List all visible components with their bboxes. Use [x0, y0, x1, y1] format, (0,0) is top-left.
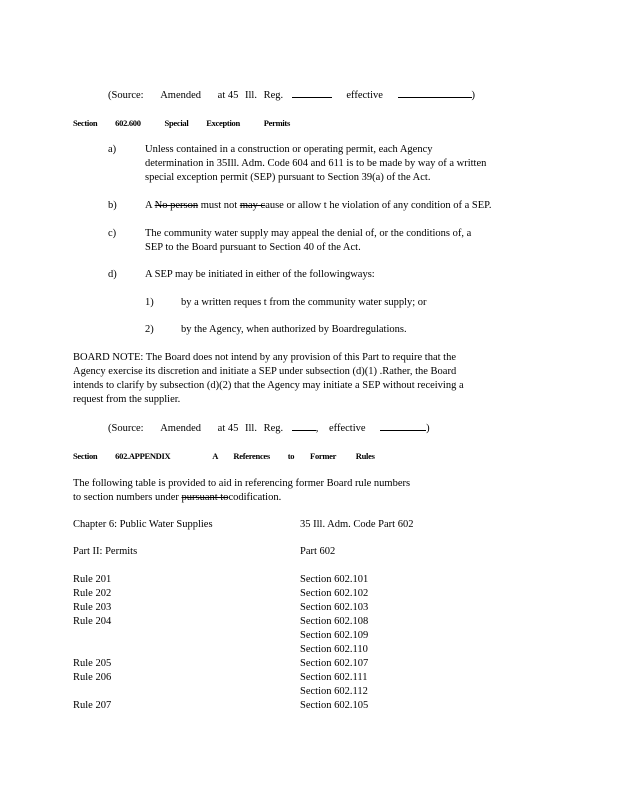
source-prefix: (Source:: [108, 90, 144, 101]
source-comma: ,: [315, 423, 319, 434]
source-close: ): [426, 423, 430, 434]
source-reg: Reg.: [263, 423, 284, 434]
appendix-letter: A: [212, 451, 218, 461]
source-amended: Amended: [160, 423, 202, 434]
source-effective: effective: [329, 423, 366, 434]
table-rule: Rule 206: [73, 672, 112, 683]
section-heading-602-600: [73, 118, 290, 128]
section-number: 602.APPENDIX: [115, 451, 171, 461]
table-section: Section 602.102: [300, 588, 369, 599]
source-ill: Ill.: [244, 90, 257, 101]
intro-line-1: The following table is provided to aid in referencing former Board rule numbers: [73, 478, 411, 489]
table-rule: Rule 205: [73, 658, 112, 669]
table-section: Section 602.101: [300, 574, 369, 585]
board-note-line-4: request from the supplier.: [73, 394, 181, 405]
item-letter-b: b): [108, 200, 117, 211]
item-b-post: ause or allow t he violation of any condition of a SEP.: [265, 200, 492, 211]
item-c-line-2: SEP to the Board pursuant to Section 40 of the Act.: [145, 242, 361, 253]
blank-line: [398, 88, 472, 98]
table-rule: Rule 204: [73, 616, 112, 627]
table-rule: Rule 201: [73, 574, 112, 585]
source-ill: Ill.: [244, 423, 257, 434]
deleted-text: may c: [239, 200, 266, 211]
item-b-mid: must not: [198, 200, 240, 211]
table-part-right: Part 602: [300, 546, 336, 557]
section-title-word: Former: [310, 451, 336, 461]
source-close: ): [471, 90, 476, 101]
table-header-left: Chapter 6: Public Water Supplies: [73, 519, 213, 530]
subitem-number-1: 1): [145, 297, 154, 308]
section-title-word: Special: [164, 118, 189, 128]
item-letter-a: a): [108, 144, 117, 155]
blank-line: [292, 88, 332, 98]
section-title-word: Rules: [355, 451, 375, 461]
item-b-text: [145, 200, 491, 211]
table-header-right: 35 Ill. Adm. Code Part 602: [300, 519, 414, 530]
source-note-2: [108, 421, 430, 434]
item-c-line-1: The community water supply may appeal the denial of, or the conditions of, a: [145, 228, 472, 239]
section-title-word: to: [287, 451, 295, 461]
table-section: Section 602.111: [300, 672, 368, 683]
item-b-pre: A: [145, 200, 155, 211]
source-prefix: (Source:: [108, 423, 144, 434]
subitem-text-1: by a written reques t from the community water supply; or: [181, 297, 427, 308]
subitem-number-2: 2): [145, 324, 154, 335]
blank-line: [292, 421, 316, 431]
board-note-line-3: intends to clarify by subsection (d)(2) that the Agency may initiate a SEP without receiving a: [73, 380, 464, 391]
item-letter-d: d): [108, 269, 117, 280]
table-section: Section 602.107: [300, 658, 369, 669]
item-a-line-2: determination in 35Ill. Adm. Code 604 and 611 is to be made by way of a written: [145, 158, 487, 169]
section-number: 602.600: [115, 118, 141, 128]
table-rule: Rule 203: [73, 602, 112, 613]
table-section: Section 602.105: [300, 700, 369, 711]
source-at: at 45: [217, 90, 239, 101]
board-note-line-2: Agency exercise its discretion and initiate a SEP under subsection (d)(1) .Rather, the Board: [73, 366, 457, 377]
source-amended: Amended: [160, 90, 202, 101]
deleted-text: No person: [154, 200, 199, 211]
section-label: Section: [73, 451, 98, 461]
section-title-word: References: [233, 451, 270, 461]
intro-line-2-pre: to section numbers under: [73, 492, 182, 503]
table-section: Section 602.112: [300, 686, 368, 697]
deleted-text: pursuant to: [181, 492, 229, 503]
section-title-word: Exception: [206, 118, 240, 128]
table-section: Section 602.108: [300, 616, 369, 627]
intro-line-2-post: codification.: [228, 492, 282, 503]
item-a-line-1: Unless contained in a construction or operating permit, each Agency: [145, 144, 433, 155]
section-heading-appendix: [73, 451, 375, 461]
table-rule: Rule 207: [73, 700, 112, 711]
item-letter-c: c): [108, 228, 117, 239]
table-part-left: Part II: Permits: [73, 546, 138, 557]
table-rule: Rule 202: [73, 588, 112, 599]
blank-line: [380, 421, 426, 431]
intro-line-2: [73, 492, 281, 503]
table-section: Section 602.109: [300, 630, 369, 641]
item-a-line-3: special exception permit (SEP) pursuant to Section 39(a) of the Act.: [145, 172, 431, 183]
source-reg: Reg.: [263, 90, 284, 101]
table-section: Section 602.103: [300, 602, 369, 613]
subitem-text-2: by the Agency, when authorized by Boardregulations.: [181, 324, 407, 335]
table-section: Section 602.110: [300, 644, 368, 655]
source-note-1: [108, 88, 475, 101]
section-title-word: Permits: [263, 118, 290, 128]
section-label: Section: [73, 118, 98, 128]
source-effective: effective: [346, 90, 383, 101]
source-at: at 45: [217, 423, 239, 434]
item-d-line-1: A SEP may be initiated in either of the followingways:: [145, 269, 375, 280]
board-note-line-1: BOARD NOTE: The Board does not intend by any provision of this Part to require that the: [73, 352, 456, 363]
